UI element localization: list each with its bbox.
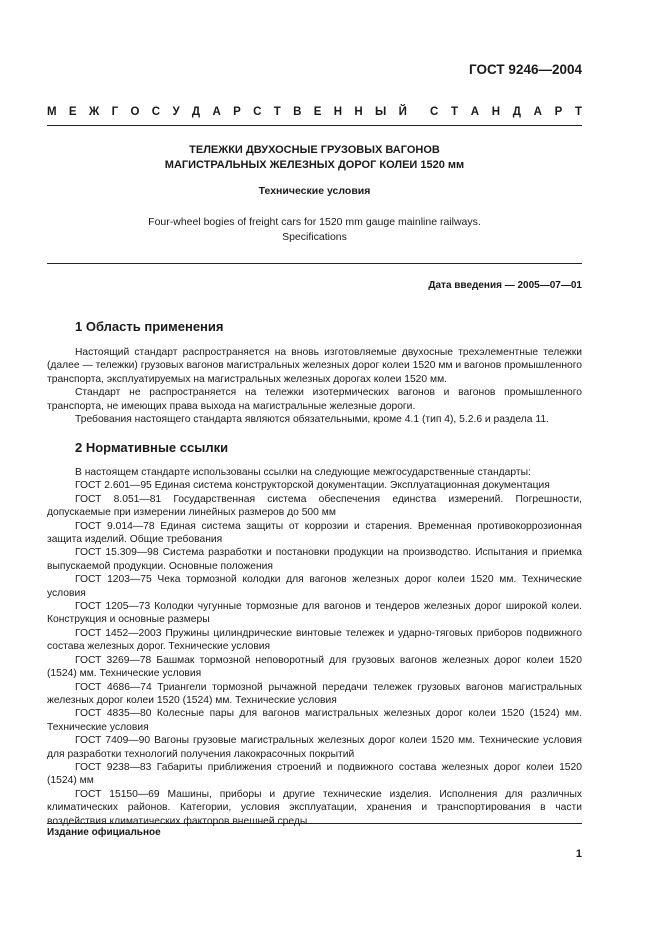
heading-letter: Г <box>111 106 119 118</box>
reference-item: ГОСТ 15.309—98 Система разработки и постановки продукции на производство. Испытания и приемка выпускаемой продукции. Основные положения <box>47 547 582 572</box>
heading-letter: Д <box>512 106 521 118</box>
heading-letter: Й <box>398 106 407 118</box>
document-title <box>47 143 582 173</box>
standard-word-standard <box>430 106 582 118</box>
heading-letter: С <box>253 106 262 118</box>
reference-item: ГОСТ 9.014—78 Единая система защиты от коррозии и старения. Временная противокоррозионная защита изделий. Общие требования <box>47 520 582 546</box>
reference-item: ГОСТ 1452—2003 Пружины цилиндрические винтовые тележек и ударно-тяговых приборов подвижного состава железных дорог. Технические условия <box>47 627 582 653</box>
heading-letter: О <box>130 106 140 118</box>
top-rule <box>47 125 582 126</box>
gost-number: ГОСТ 9246—2004 <box>469 62 582 77</box>
section-2-heading: 2 Нормативные ссылки <box>75 440 229 455</box>
heading-letter: Н <box>333 106 343 118</box>
section-1-body <box>47 346 582 426</box>
heading-letter: С <box>151 106 161 118</box>
reference-item: ГОСТ 15150—69 Машины, приборы и другие технические изделия. Исполнения для различных климатических районов. Категории, условия эксплуатации, хранения и транспортирования в части воздействия климатических факторов внешней среды <box>47 788 582 827</box>
heading-letter: Н <box>491 106 501 118</box>
heading-letter: Е <box>313 106 322 118</box>
heading-letter: А <box>470 106 480 118</box>
reference-item: ГОСТ 2.601—95 Единая система конструкторской документации. Эксплуатационная документация <box>75 480 550 492</box>
heading-letter: Р <box>233 106 241 118</box>
heading-letter: Р <box>554 106 563 118</box>
standard-type-heading <box>47 106 582 118</box>
heading-letter: Ы <box>375 106 387 118</box>
heading-letter: Н <box>354 106 363 118</box>
section-1-heading: 1 Область применения <box>75 319 224 334</box>
english-title-line-1: Four-wheel bogies of freight cars for 1520 mm gauge mainline railways. <box>148 216 481 228</box>
reference-item: ГОСТ 8.051—81 Государственная система обеспечения единства измерений. Погрешности, допускаемые при измерении линейных размеров до 500 мм <box>47 493 582 519</box>
reference-item: ГОСТ 1205—73 Колодки чугунные тормозные для вагонов и тендеров железных дорог широкой колеи. Конструкция и основные размеры <box>47 601 582 626</box>
reference-item: ГОСТ 9238—83 Габариты приближения строений и подвижного состава железных дорог колеи 1520 (1524) мм <box>47 761 582 787</box>
document-subtitle: Технические условия <box>258 185 371 197</box>
footer-rule <box>47 823 582 824</box>
reference-item: ГОСТ 4686—74 Триангели тормозной рычажной передачи тележек грузовых вагонов магистральных железных дорог колеи 1520 (1524) мм. Технические условия <box>47 681 582 706</box>
heading-letter: А <box>212 106 221 118</box>
page-number: 1 <box>575 848 582 860</box>
reference-item: ГОСТ 7409—90 Вагоны грузовые магистральных железных дорог колеи 1520 мм. Технические условия для разработки технологий получения лакокрасочных покрытий <box>47 735 582 760</box>
section-1-paragraph: Требования настоящего стандарта являются обязательными, кроме 4.1 (тип 4), 5.2.6 и раздела 11. <box>75 414 549 426</box>
section-2-body <box>47 466 582 828</box>
heading-letter: В <box>293 106 302 118</box>
heading-letter: Ж <box>88 106 100 118</box>
heading-letter: Д <box>191 106 201 118</box>
reference-item: ГОСТ 3269—78 Башмак тормозной неповоротный для грузовых вагонов железных дорог колеи 1520 (1524) мм. Технические условия <box>47 654 582 680</box>
standard-word-interstate <box>47 106 407 118</box>
section-1-paragraph: Настоящий стандарт распространяется на вновь изготовляемые двухосные трехэлементные тележки (далее — тележки) грузовых вагонов магистральных железных дорог колеи 1520 мм и вагонов промышленного транспорта, эксплуатируемых на магистральных железных дорогах колеи 1520 мм. <box>47 347 582 385</box>
reference-item: ГОСТ 4835—80 Колесные пары для вагонов магистральных железных дорог колеи 1520 (1524) мм. Технические условия <box>47 708 582 733</box>
heading-letter: Т <box>273 106 281 118</box>
middle-rule <box>47 263 582 264</box>
heading-letter: А <box>533 106 542 118</box>
official-edition-label: Издание официальное <box>47 827 161 838</box>
english-title-line-2: Specifications <box>282 231 347 243</box>
heading-letter: Е <box>68 106 77 118</box>
heading-letter: У <box>172 106 180 118</box>
heading-letter: Т <box>451 106 459 118</box>
title-line-1: ТЕЛЕЖКИ ДВУХОСНЫЕ ГРУЗОВЫХ ВАГОНОВ <box>189 144 440 156</box>
english-title <box>47 215 582 245</box>
heading-letter: С <box>430 106 439 118</box>
heading-letter: М <box>47 106 57 118</box>
section-2-intro: В настоящем стандарте использованы ссылки на следующие межгосударственные стандарты: <box>75 467 531 478</box>
heading-letter: Т <box>574 106 582 118</box>
introduction-date: Дата введения — 2005—07—01 <box>428 280 582 291</box>
title-line-2: МАГИСТРАЛЬНЫХ ЖЕЛЕЗНЫХ ДОРОГ КОЛЕИ 1520 мм <box>164 159 465 171</box>
reference-item: ГОСТ 1203—75 Чека тормозной колодки для вагонов железных дорог колеи 1520 мм. Технические условия <box>47 574 582 599</box>
section-1-paragraph: Стандарт не распространяется на тележки изотермических вагонов и вагонов промышленного транспорта, не имеющих права выхода на магистральные железные дороги. <box>47 387 582 412</box>
